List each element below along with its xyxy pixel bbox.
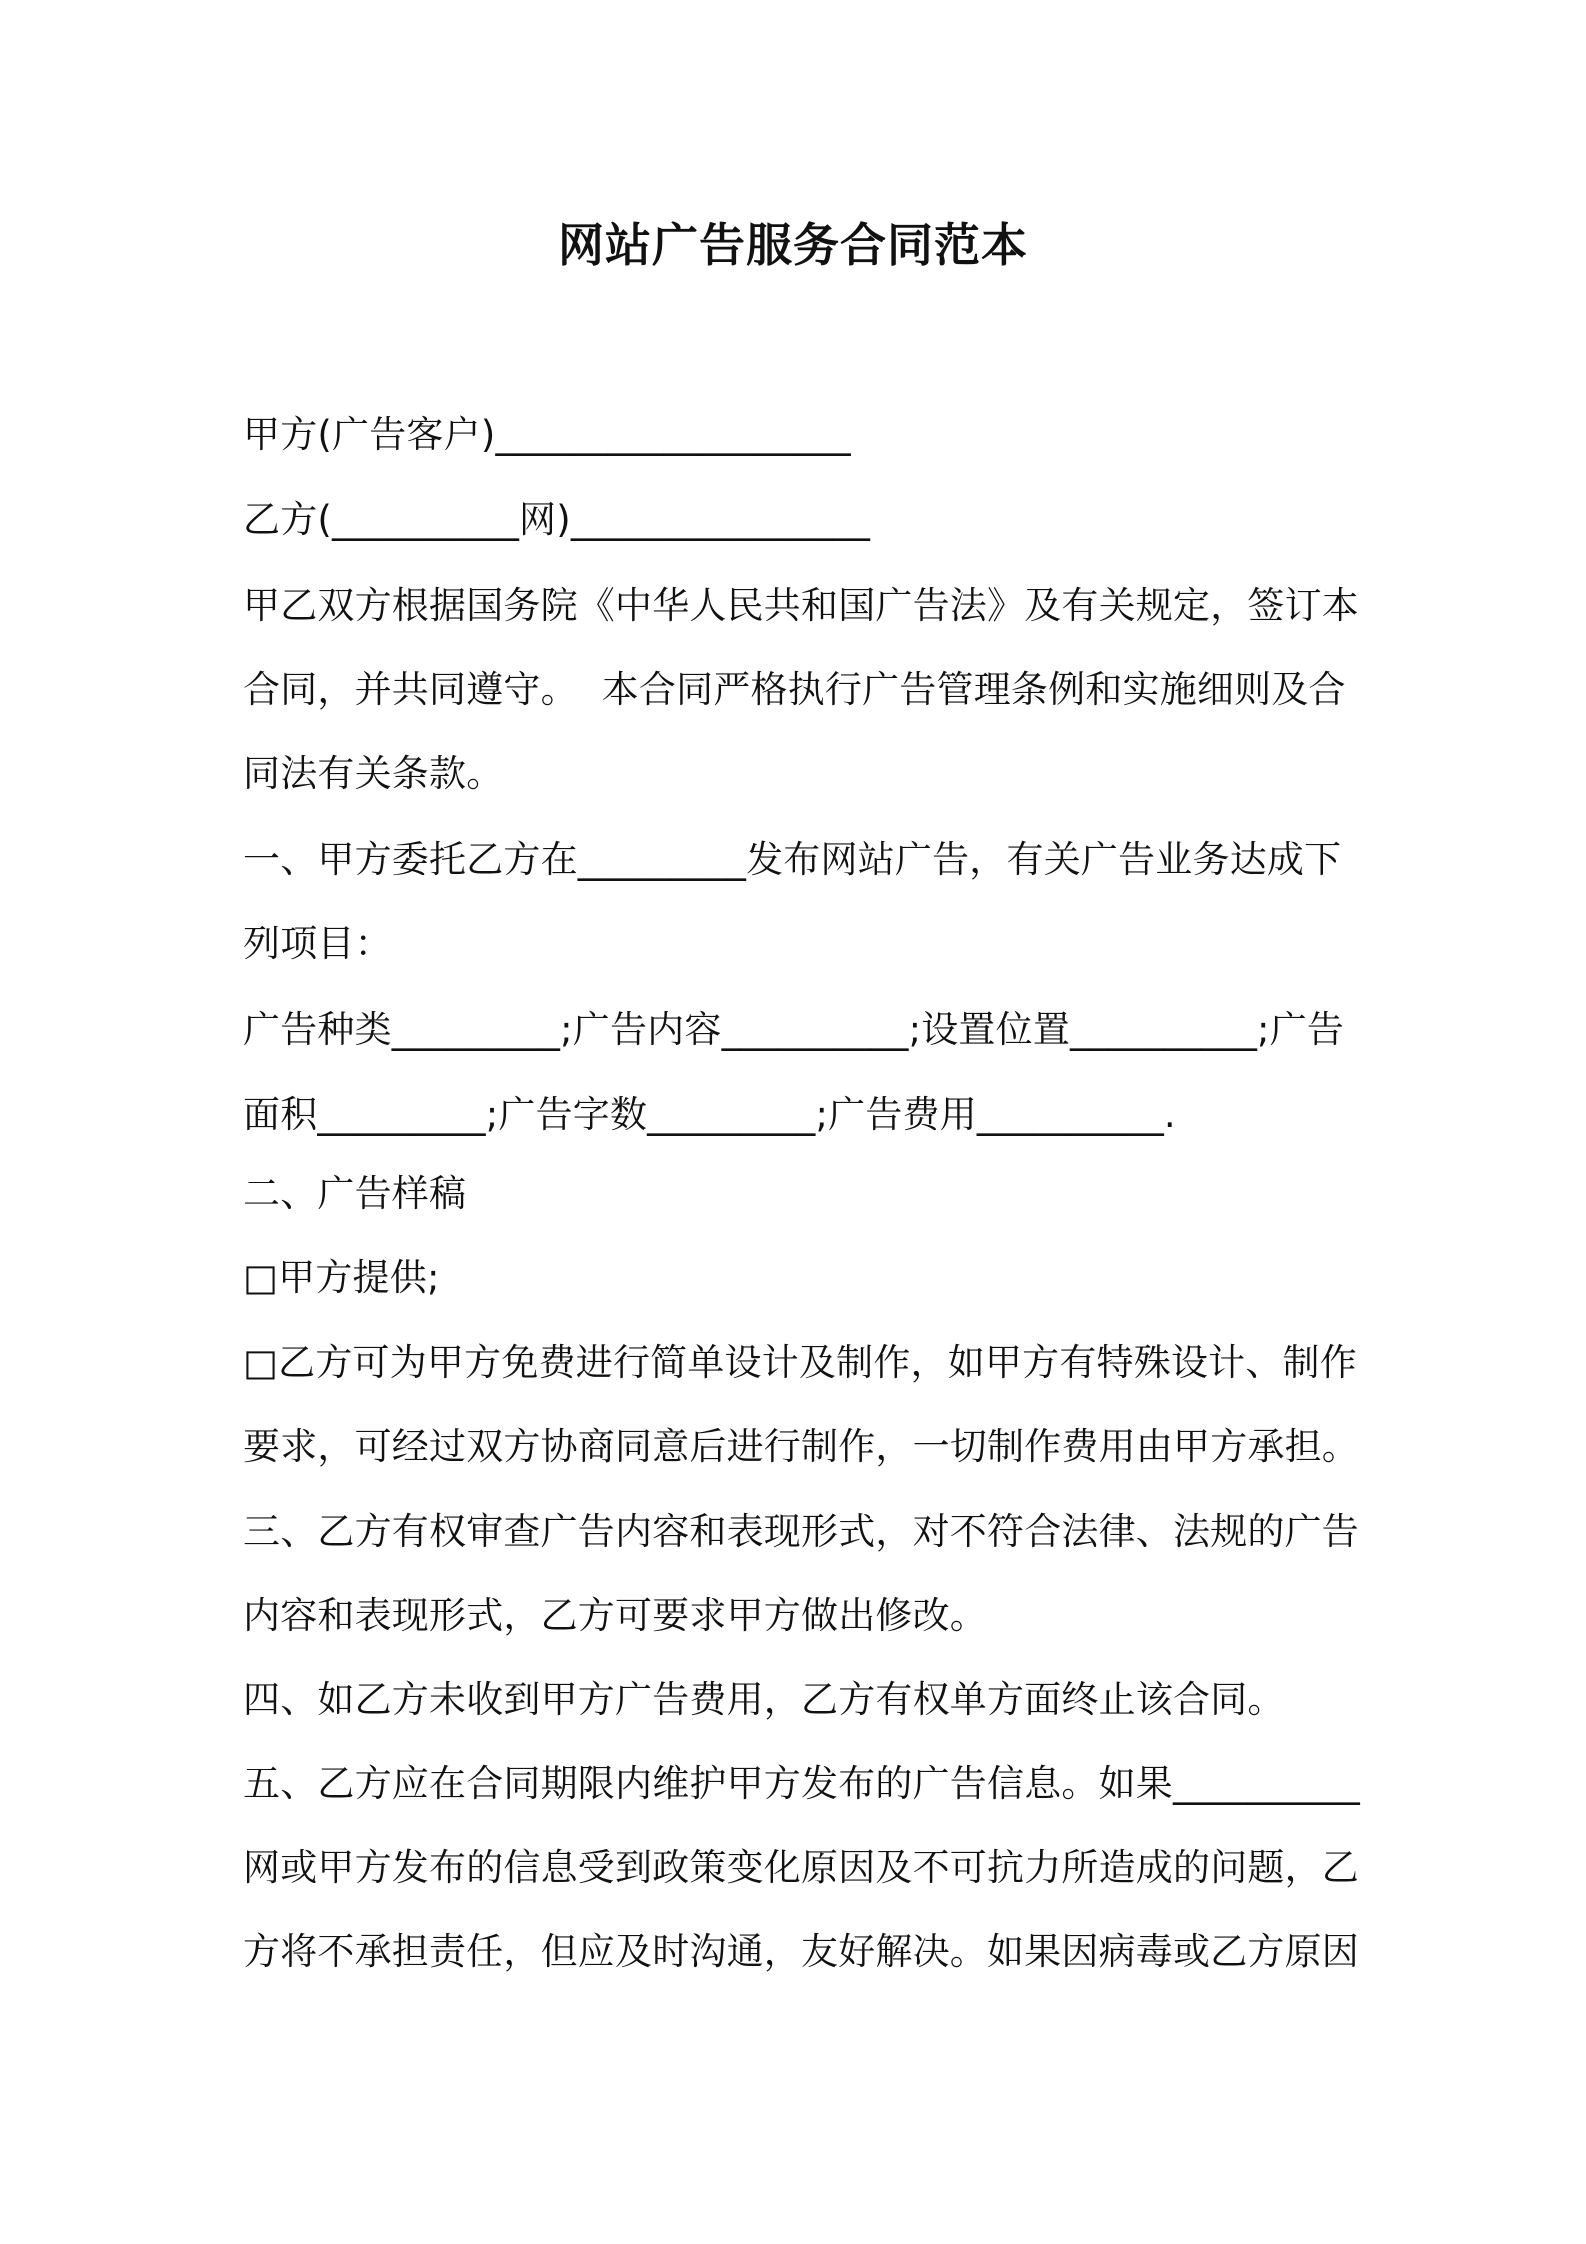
option-party-b-design-line-1: □乙方可为甲方免费进行简单设计及制作，如甲方有特殊设计、制作	[243, 1341, 1357, 1384]
ad-items-line-2: 面积_________;广告字数_________;广告费用__________.	[243, 1093, 1176, 1136]
clause-4-line: 四、如乙方未收到甲方广告费用，乙方有权单方面终止该合同。	[243, 1678, 1285, 1721]
ad-items-line-1: 广告种类_________;广告内容__________;设置位置__________;广告	[243, 1008, 1345, 1051]
clause-3-line-2: 内容和表现形式，乙方可要求甲方做出修改。	[243, 1594, 987, 1637]
preamble-line-3: 同法有关条款。	[243, 752, 504, 795]
clause-5-line-2: 网或甲方发布的信息受到政策变化原因及不可抗力所造成的问题，乙	[243, 1846, 1359, 1889]
preamble-line-1: 甲乙双方根据国务院《中华人民共和国广告法》及有关规定，签订本	[243, 584, 1359, 627]
clause-5-line-1: 五、乙方应在合同期限内维护甲方发布的广告信息。如果__________	[243, 1762, 1360, 1805]
clause-2-heading: 二、广告样稿	[243, 1172, 467, 1215]
clause-1-line-2: 列项目：	[243, 922, 392, 965]
option-party-a-provides: □甲方提供;	[243, 1256, 440, 1299]
clause-5-line-3: 方将不承担责任，但应及时沟通，友好解决。如果因病毒或乙方原因	[243, 1930, 1359, 1973]
document-title: 网站广告服务合同范本	[558, 218, 1028, 272]
party-b-line: 乙方(__________网)________________	[243, 498, 871, 541]
party-a-line: 甲方(广告客户)___________________	[243, 413, 851, 456]
preamble-line-2: 合同，并共同遵守。 本合同严格执行广告管理条例和实施细则及合	[243, 668, 1346, 711]
option-party-b-design-line-2: 要求，可经过双方协商同意后进行制作，一切制作费用由甲方承担。	[243, 1425, 1359, 1468]
clause-1-line-1: 一、甲方委托乙方在_________发布网站广告，有关广告业务达成下	[243, 838, 1342, 881]
clause-3-line-1: 三、乙方有权审查广告内容和表现形式，对不符合法律、法规的广告	[243, 1510, 1359, 1553]
